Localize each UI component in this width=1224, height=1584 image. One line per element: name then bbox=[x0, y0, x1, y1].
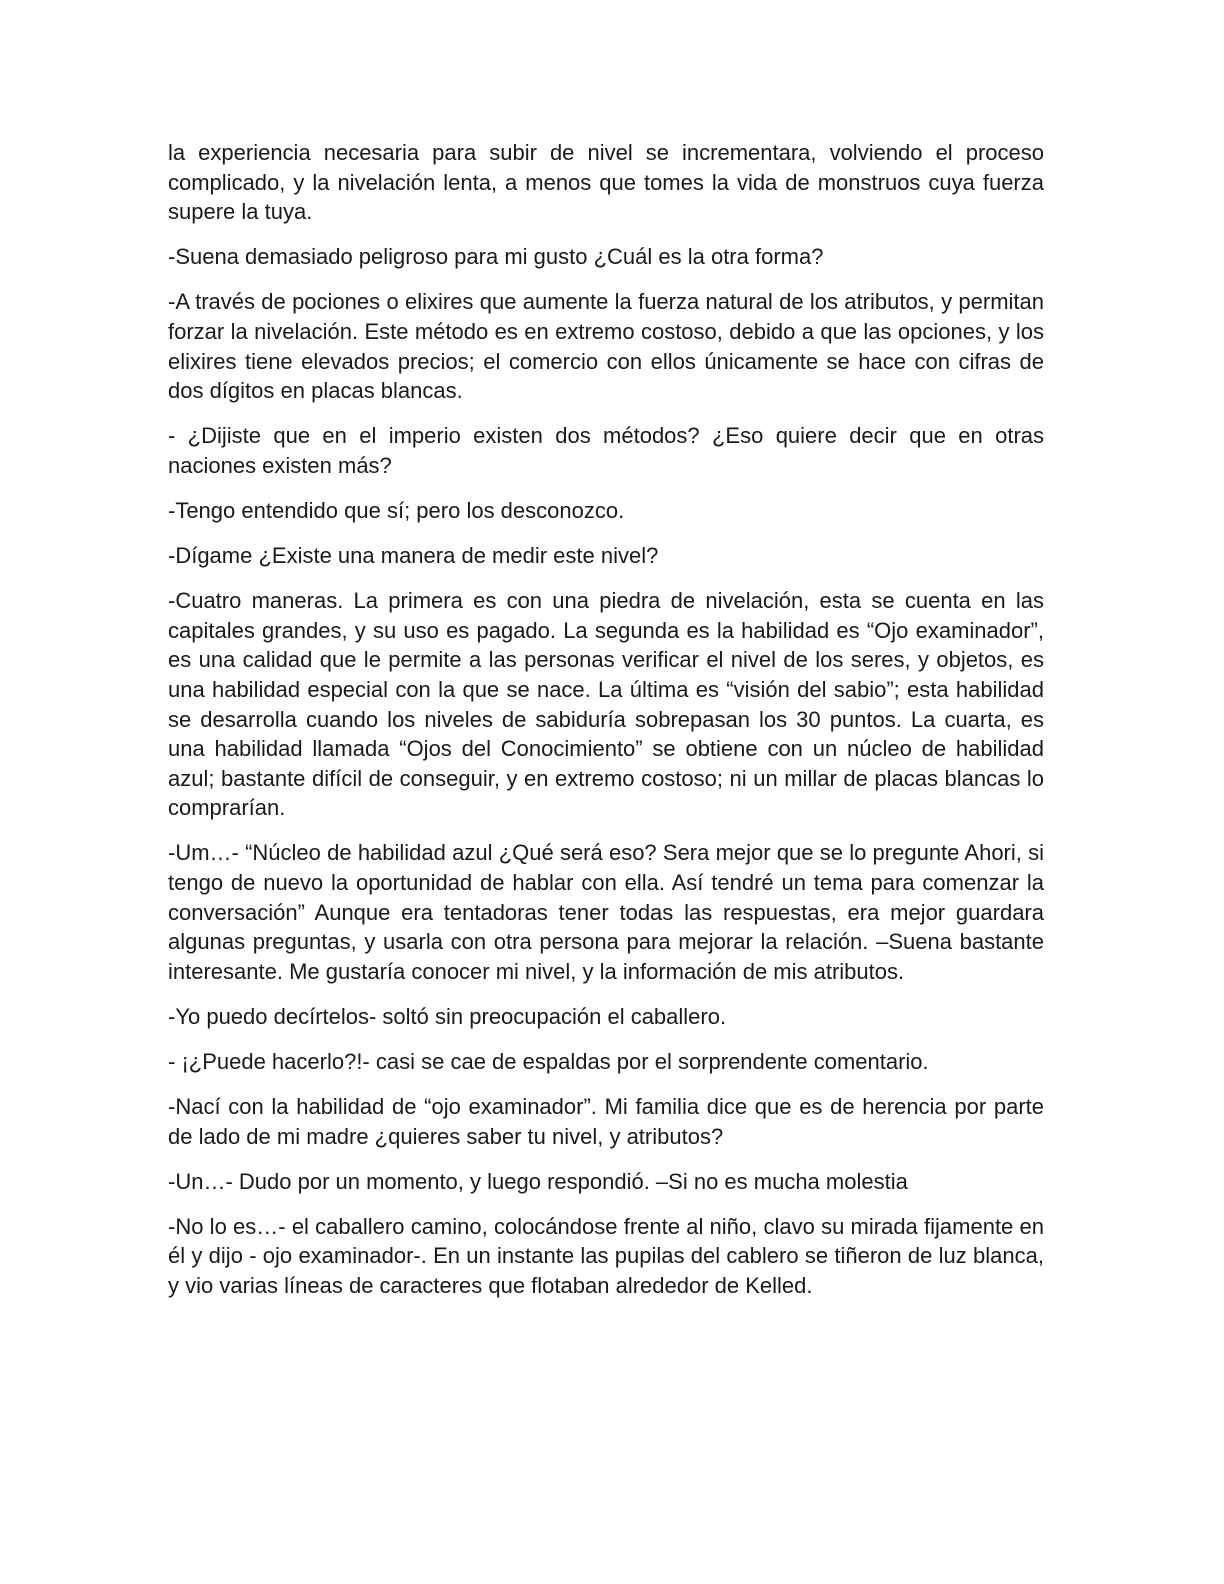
paragraph: -A través de pociones o elixires que aumente la fuerza natural de los atributos, y permitan forzar la nivelación. Este método es en extremo costoso, debido a que las opciones, y los elixires tiene elevados precios; el comercio con ellos únicamente se hace con cifras de dos dígitos en placas blancas. bbox=[168, 289, 1044, 404]
paragraph: -Yo puedo decírtelos- soltó sin preocupación el caballero. bbox=[168, 1003, 727, 1029]
paragraph: - ¡¿Puede hacerlo?!- casi se cae de espaldas por el sorprendente comentario. bbox=[168, 1048, 929, 1074]
paragraph: - ¿Dijiste que en el imperio existen dos métodos? ¿Eso quiere decir que en otras naciones existen más? bbox=[168, 423, 1044, 478]
document-page bbox=[168, 138, 1044, 1301]
paragraph: -Tengo entendido que sí; pero los desconozco. bbox=[168, 497, 625, 523]
paragraph: -Um…- “Núcleo de habilidad azul ¿Qué será eso? Sera mejor que se lo pregunte Ahori, si tengo de nuevo la oportunidad de hablar con ella. Así tendré un tema para comenzar la conversación” Aunque era tentadoras tener todas las respuestas, era mejor guardara algunas preguntas, y usarla con otra persona para mejorar la relación. –Suena bastante interesante. Me gustaría conocer mi nivel, y la información de mis atributos. bbox=[168, 840, 1044, 984]
paragraph: -Dígame ¿Existe una manera de medir este nivel? bbox=[168, 543, 659, 569]
paragraph: -Nací con la habilidad de “ojo examinador”. Mi familia dice que es de herencia por parte de lado de mi madre ¿quieres saber tu nivel, y atributos? bbox=[168, 1094, 1044, 1149]
paragraph: la experiencia necesaria para subir de nivel se incrementara, volviendo el proceso complicado, y la nivelación lenta, a menos que tomes la vida de monstruos cuya fuerza supere la tuya. bbox=[168, 140, 1044, 225]
paragraph: -Un…- Dudo por un momento, y luego respondió. –Si no es mucha molestia bbox=[168, 1168, 908, 1194]
paragraph: -Suena demasiado peligroso para mi gusto ¿Cuál es la otra forma? bbox=[168, 244, 824, 270]
paragraph: -No lo es…- el caballero camino, colocándose frente al niño, clavo su mirada fijamente en él y dijo - ojo examinador-. En un instante las pupilas del cablero se tiñeron de luz blanca, y vio varias líneas de caracteres que flotaban alrededor de Kelled. bbox=[168, 1213, 1044, 1298]
paragraph: -Cuatro maneras. La primera es con una piedra de nivelación, esta se cuenta en las capitales grandes, y su uso es pagado. La segunda es la habilidad es “Ojo examinador”, es una calidad que le permite a las personas verificar el nivel de los seres, y objetos, es una habilidad especial con la que se nace. La última es “visión del sabio”; esta habilidad se desarrolla cuando los niveles de sabiduría sobrepasan los 30 puntos. La cuarta, es una habilidad llamada “Ojos del Conocimiento” se obtiene con un núcleo de habilidad azul; bastante difícil de conseguir, y en extremo costoso; ni un millar de placas blancas lo comprarían. bbox=[168, 588, 1044, 821]
